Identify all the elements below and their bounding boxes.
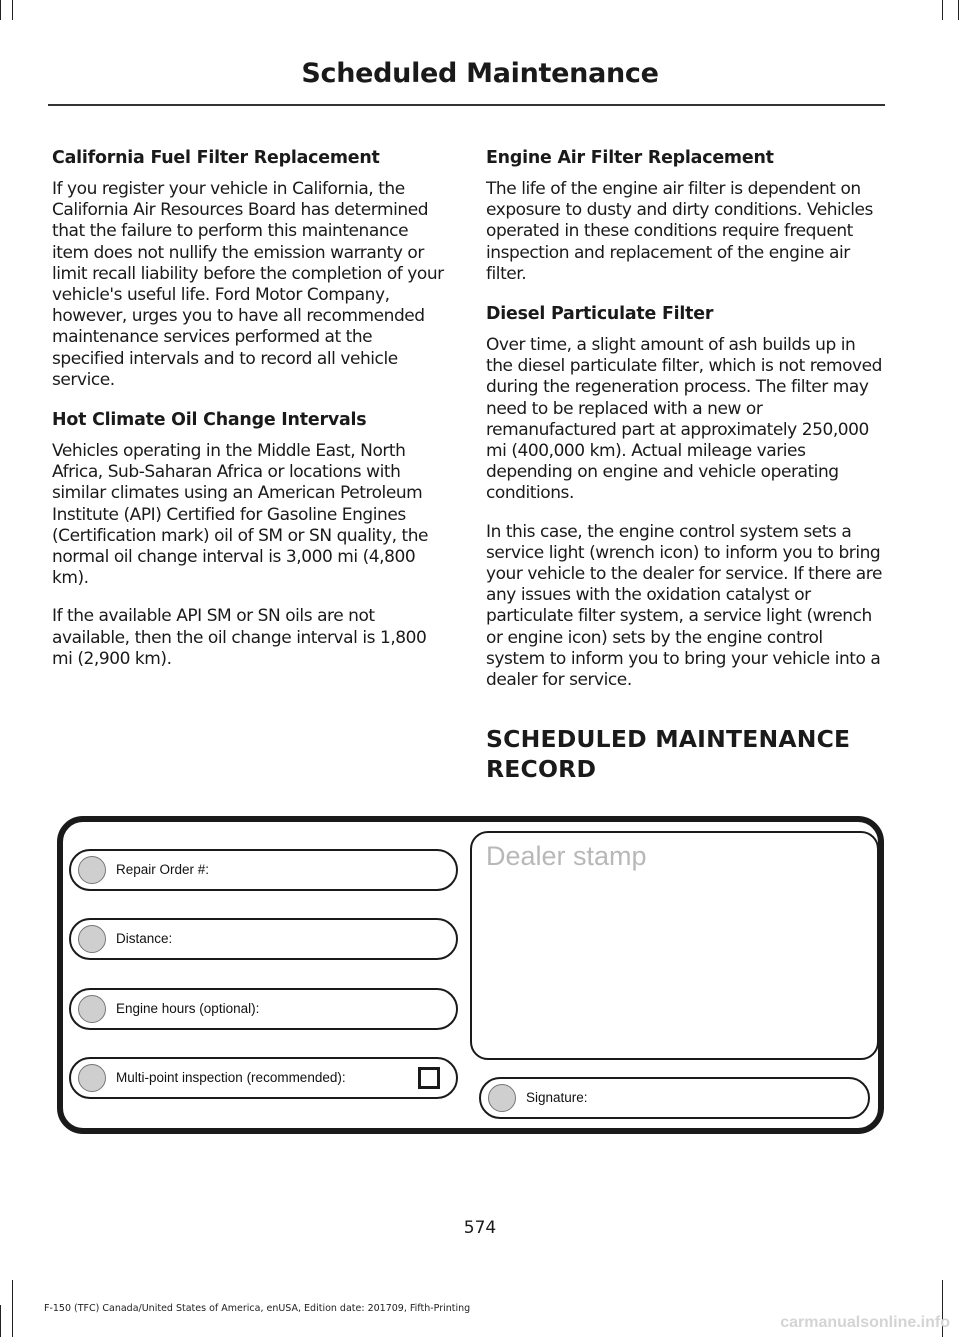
crop-mark (942, 0, 943, 20)
field-label: Distance: (116, 931, 173, 946)
paragraph: If you register your vehicle in California, the California Air Resources Board has determined that the failure to perform this maintenance item does not nullify the emission warranty or limit recall liability before the completion of your vehicle's useful life. Ford Motor Company, however, urges you to have all recommended maintenance services performed at the specified intervals and to record all vehicle service. (52, 179, 444, 390)
inspection-checkbox[interactable] (418, 1067, 440, 1089)
paragraph: Vehicles operating in the Middle East, North Africa, Sub-Saharan Africa or locations with similar climates using an American Petroleum Institute (API) Certified for Gasoline Engines (Certification mark) oil of SM or SN quality, the normal oil change interval is 3,000 mi (4,800 km). (52, 441, 429, 589)
distance-field[interactable] (69, 918, 458, 960)
field-label: Repair Order #: (116, 862, 210, 877)
page-number: 574 (463, 1218, 497, 1238)
engine-hours-field[interactable] (69, 988, 458, 1030)
inspection-field[interactable] (69, 1057, 458, 1099)
paragraph: In this case, the engine control system sets a service light (wrench icon) to inform you to bring your vehicle to the dealer for service. If there are any issues with the oxidation catalyst or particulate filter system, a service light (wrench or engine icon) sets by the engine control system to inform you to bring your vehicle into a dealer for service. (486, 521, 882, 691)
bullet-icon (78, 1064, 106, 1092)
paragraph: If the available API SM or SN oils are not available, then the oil change interval is 1,800 mi (2,900 km). (52, 606, 427, 669)
crop-mark (12, 0, 13, 20)
section-heading: Engine Air Filter Replacement (486, 148, 774, 168)
dealer-stamp-label: Dealer stamp (486, 841, 647, 871)
field-label: Engine hours (optional): (116, 1001, 260, 1016)
watermark: carmanualsonline.info (780, 1314, 950, 1331)
right-column (486, 146, 882, 784)
bullet-icon (78, 995, 106, 1023)
crop-mark (0, 0, 1, 20)
heading-line: RECORD (486, 754, 597, 783)
paragraph: Over time, a slight amount of ash builds up in the diesel particulate filter, which is not removed during the regeneration process. The filter may need to be replaced with a new or remanufactured part at approximately 250,000 mi (400,000 km). Actual mileage varies depending on engine and vehicle operating conditions. (486, 335, 882, 504)
crop-mark (12, 1280, 13, 1337)
left-column (52, 146, 448, 687)
heading-line: SCHEDULED MAINTENANCE (486, 725, 851, 754)
bullet-icon (488, 1084, 516, 1112)
page-title: Scheduled Maintenance (301, 58, 659, 89)
section-heading: California Fuel Filter Replacement (52, 148, 380, 168)
edition-footer: F-150 (TFC) Canada/United States of America, enUSA, Edition date: 201709, Fifth-Printing (44, 1303, 471, 1314)
field-label: Signature: (526, 1090, 588, 1105)
bullet-icon (78, 925, 106, 953)
repair-order-field[interactable] (69, 849, 458, 891)
section-heading: Hot Climate Oil Change Intervals (52, 410, 367, 431)
crop-mark (958, 0, 959, 20)
signature-field[interactable] (479, 1077, 870, 1119)
bullet-icon (78, 856, 106, 884)
maintenance-record-heading (486, 725, 882, 784)
title-divider (48, 104, 885, 106)
field-label: Multi-point inspection (recommended): (116, 1070, 346, 1085)
dealer-stamp-box (470, 831, 879, 1060)
section-heading: Diesel Particulate Filter (486, 304, 714, 325)
crop-mark (0, 1305, 1, 1337)
paragraph: The life of the engine air filter is dependent on exposure to dusty and dirty conditions. Vehicles operated in these conditions require frequent inspection and replacement of the engine air filter. (486, 179, 873, 284)
